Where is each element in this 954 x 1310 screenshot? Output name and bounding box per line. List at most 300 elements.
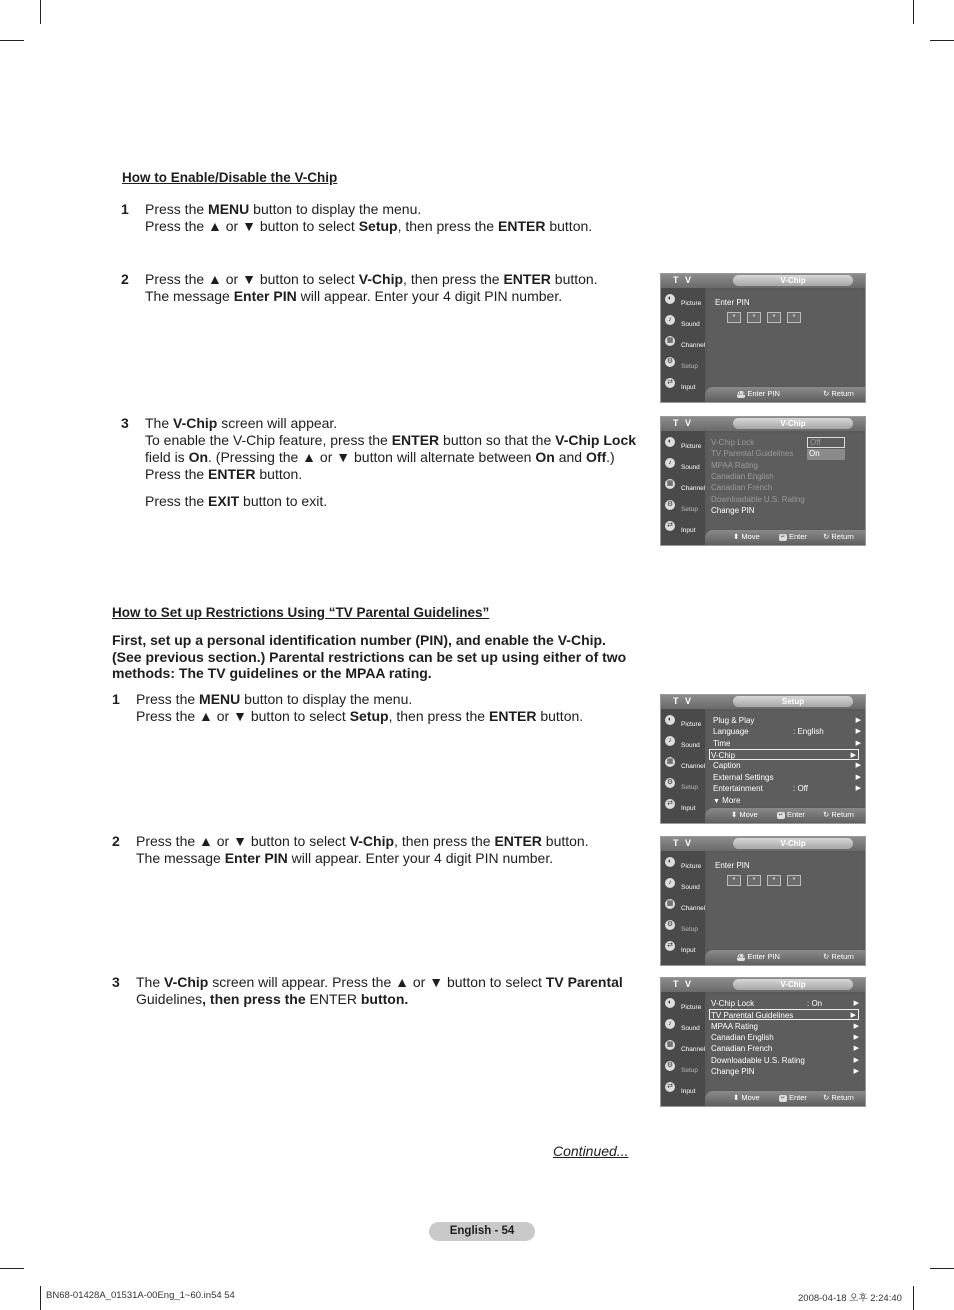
step-line bbox=[145, 201, 645, 218]
number-keys-icon: 0..9 bbox=[737, 391, 746, 397]
sound-icon: ♪ bbox=[665, 736, 675, 746]
osd-vchip-lock-screen bbox=[660, 416, 866, 546]
osd-side-menu bbox=[661, 992, 705, 1107]
pin-digit: * bbox=[787, 875, 801, 886]
bold-term: button. bbox=[356, 991, 409, 1007]
osd-row bbox=[713, 726, 863, 737]
return-icon: ↻ bbox=[823, 952, 830, 961]
crop-mark bbox=[913, 1286, 914, 1310]
row-label: More bbox=[722, 796, 741, 805]
osd-row bbox=[711, 1066, 861, 1077]
osd-pin-prompt: Enter PIN bbox=[715, 298, 750, 307]
osd-row-selected bbox=[709, 749, 859, 760]
step-line bbox=[145, 432, 645, 449]
text-run: , then press the bbox=[397, 218, 498, 234]
hint-enter-pin bbox=[737, 952, 780, 961]
side-menu-label: Input bbox=[681, 947, 696, 954]
step-line bbox=[145, 218, 645, 235]
step-line bbox=[136, 974, 636, 991]
side-menu-item-sound bbox=[663, 734, 703, 754]
side-menu-item-input bbox=[663, 1080, 703, 1100]
osd-top-bar bbox=[661, 837, 865, 851]
arrow-right-icon: ▶ bbox=[853, 1045, 859, 1052]
row-label: MPAA Rating bbox=[711, 1022, 758, 1031]
bold-term: V-Chip bbox=[358, 271, 404, 287]
osd-top-bar bbox=[661, 274, 865, 288]
text-run: Press the ▲ or ▼ button to select bbox=[136, 833, 350, 849]
bold-term: On bbox=[188, 449, 209, 465]
crop-mark bbox=[40, 1286, 41, 1310]
step-text bbox=[136, 974, 636, 1008]
side-menu-item-setup bbox=[663, 918, 703, 938]
text-run: The message bbox=[145, 288, 234, 304]
side-menu-label: Picture bbox=[681, 721, 702, 728]
text-run: . (Pressing the ▲ or ▼ button will alternate between bbox=[208, 449, 536, 465]
side-menu-item-setup bbox=[663, 498, 703, 518]
osd-tv-label: T V bbox=[673, 979, 694, 989]
osd-title: V-Chip bbox=[733, 979, 853, 990]
row-value: : Off bbox=[793, 784, 808, 793]
row-label: Change PIN bbox=[711, 1067, 755, 1076]
side-menu-item-picture bbox=[663, 996, 703, 1016]
text-run: will appear. Enter your 4 digit PIN number. bbox=[296, 288, 563, 304]
osd-side-menu bbox=[661, 709, 705, 824]
crop-mark bbox=[0, 1268, 24, 1269]
hint-move-label: Move bbox=[739, 810, 758, 819]
step-line bbox=[145, 449, 645, 466]
hint-enter-label: Enter bbox=[787, 810, 805, 819]
text-run: screen will appear. bbox=[217, 415, 338, 431]
input-icon: ⇄ bbox=[665, 799, 675, 809]
setup-icon: ⚙ bbox=[666, 921, 674, 928]
bold-term: MENU bbox=[199, 691, 241, 707]
row-label: Canadian English bbox=[711, 1033, 774, 1042]
osd-row bbox=[713, 715, 863, 726]
text-run: , then press the bbox=[403, 271, 504, 287]
bold-term: , then press the bbox=[202, 991, 310, 1007]
osd-top-bar bbox=[661, 695, 865, 709]
bold-term: V-Chip bbox=[164, 974, 209, 990]
sound-icon: ♪ bbox=[665, 1019, 675, 1029]
osd-top-bar bbox=[661, 417, 865, 431]
row-label: Downloadable U.S. Rating bbox=[711, 1056, 805, 1065]
bold-term: Off bbox=[585, 449, 607, 465]
bold-term: V-Chip bbox=[349, 833, 395, 849]
hint-return bbox=[823, 532, 854, 541]
arrow-right-icon: ▶ bbox=[855, 774, 861, 781]
osd-row bbox=[713, 760, 863, 771]
arrow-right-icon: ▶ bbox=[853, 1023, 859, 1030]
crop-mark bbox=[913, 0, 914, 24]
side-menu-item-setup bbox=[663, 1059, 703, 1079]
osd-row: Canadian English bbox=[711, 472, 774, 481]
input-icon: ⇄ bbox=[665, 521, 675, 531]
picture-icon: ◐ bbox=[665, 998, 675, 1008]
picture-icon: ◐ bbox=[665, 715, 675, 725]
text-run: To enable the V-Chip feature, press the bbox=[145, 432, 392, 448]
hint-return bbox=[823, 1093, 854, 1102]
osd-row-selected bbox=[709, 1009, 859, 1020]
number-keys-icon: 0..9 bbox=[737, 954, 746, 960]
setup-icon: ⚙ bbox=[666, 501, 674, 508]
text-run: Press the bbox=[145, 201, 209, 217]
text-run: button to display the menu. bbox=[249, 201, 422, 217]
move-arrows-icon: ⬍ bbox=[731, 810, 738, 819]
row-label: TV Parental Guidelines bbox=[711, 1011, 794, 1020]
arrow-right-icon: ▶ bbox=[855, 762, 861, 769]
text-run: button. bbox=[255, 466, 303, 482]
row-label: Caption bbox=[713, 761, 741, 770]
crop-mark bbox=[0, 40, 24, 41]
side-menu-item-setup bbox=[663, 355, 703, 375]
text-run: Guidelines bbox=[136, 991, 203, 1007]
hint-move-label: Move bbox=[741, 1093, 760, 1102]
footer-timestamp: 2008-04-18 오후 2:24:40 bbox=[798, 1293, 902, 1304]
osd-side-menu bbox=[661, 851, 705, 966]
arrow-right-icon: ▶ bbox=[853, 1034, 859, 1041]
picture-icon: ◐ bbox=[665, 294, 675, 304]
osd-row: MPAA Rating bbox=[711, 461, 758, 470]
chevron-down-icon: ▼ bbox=[713, 798, 720, 805]
text-run: button. bbox=[545, 218, 593, 234]
hint-move-label: Move bbox=[741, 532, 760, 541]
osd-pin-screen-2 bbox=[660, 836, 866, 966]
side-menu-item-channel bbox=[663, 897, 706, 917]
osd-side-menu bbox=[661, 288, 705, 403]
hint-enter-pin bbox=[737, 389, 780, 398]
osd-top-bar bbox=[661, 978, 865, 992]
text-run: button. bbox=[536, 708, 584, 724]
side-menu-label: Channel bbox=[681, 342, 706, 349]
hint-enter bbox=[777, 810, 805, 819]
step-line bbox=[136, 991, 636, 1008]
hint-move bbox=[733, 532, 760, 541]
side-menu-item-setup bbox=[663, 776, 703, 796]
hint-enter-label: Enter bbox=[789, 532, 807, 541]
step-line bbox=[145, 493, 645, 510]
step-text bbox=[145, 201, 645, 235]
side-menu-label: Setup bbox=[681, 506, 698, 513]
osd-tv-label: T V bbox=[673, 275, 694, 285]
text-run: Press the ▲ or ▼ button to select bbox=[145, 271, 359, 287]
hint-return bbox=[823, 810, 854, 819]
osd-row bbox=[711, 1021, 861, 1032]
hint-enter-label: Enter bbox=[789, 1093, 807, 1102]
side-menu-label: Picture bbox=[681, 863, 702, 870]
osd-tv-label: T V bbox=[673, 838, 694, 848]
channel-icon: ▦ bbox=[666, 900, 674, 907]
pin-digit: * bbox=[747, 312, 761, 323]
side-menu-label: Channel bbox=[681, 485, 706, 492]
crop-mark bbox=[930, 1268, 954, 1269]
enter-key-icon: ↵ bbox=[778, 812, 784, 818]
text-run: ENTER bbox=[309, 991, 357, 1007]
side-menu-item-sound bbox=[663, 1017, 703, 1037]
osd-title: V-Chip bbox=[733, 838, 853, 849]
hint-move bbox=[733, 1093, 760, 1102]
text-run: , then press the bbox=[394, 833, 495, 849]
side-menu-label: Sound bbox=[681, 1025, 700, 1032]
arrow-right-icon: ▶ bbox=[850, 752, 856, 759]
row-label: External Settings bbox=[713, 773, 774, 782]
text-run: Press the ▲ or ▼ button to select bbox=[145, 218, 359, 234]
osd-row bbox=[711, 1043, 861, 1054]
row-label: Time bbox=[713, 739, 731, 748]
osd-tv-label: T V bbox=[673, 418, 694, 428]
bold-term: Enter PIN bbox=[224, 850, 288, 866]
text-run: will appear. Enter your 4 digit PIN number. bbox=[287, 850, 554, 866]
hint-return-label: Return bbox=[831, 1093, 854, 1102]
bold-term: Setup bbox=[349, 708, 389, 724]
arrow-right-icon: ▶ bbox=[855, 740, 861, 747]
side-menu-item-sound bbox=[663, 876, 703, 896]
arrow-right-icon: ▶ bbox=[853, 1068, 859, 1075]
side-menu-label: Sound bbox=[681, 742, 700, 749]
bold-term: MENU bbox=[208, 201, 250, 217]
side-menu-item-picture bbox=[663, 435, 703, 455]
row-label: V-Chip Lock bbox=[711, 999, 755, 1008]
text-run: field is bbox=[145, 449, 189, 465]
side-menu-item-picture bbox=[663, 713, 703, 733]
crop-mark bbox=[930, 40, 954, 41]
side-menu-label: Picture bbox=[681, 300, 702, 307]
bold-term: ENTER bbox=[494, 833, 542, 849]
text-run: .) bbox=[606, 449, 615, 465]
pin-digit: * bbox=[747, 875, 761, 886]
return-icon: ↻ bbox=[823, 532, 830, 541]
side-menu-label: Picture bbox=[681, 1004, 702, 1011]
side-menu-label: Channel bbox=[681, 1046, 706, 1053]
osd-hint-bar bbox=[705, 530, 865, 545]
channel-icon: ▦ bbox=[666, 1041, 674, 1048]
text-run: Press the bbox=[136, 691, 200, 707]
side-menu-label: Sound bbox=[681, 321, 700, 328]
osd-row: Downloadable U.S. Rating bbox=[711, 495, 805, 504]
arrow-right-icon: ▶ bbox=[855, 785, 861, 792]
pin-digit: * bbox=[727, 875, 741, 886]
osd-title: V-Chip bbox=[733, 418, 853, 429]
bold-term: Enter PIN bbox=[233, 288, 297, 304]
step-number: 3 bbox=[121, 415, 129, 431]
side-menu-item-input bbox=[663, 797, 703, 817]
setup-icon: ⚙ bbox=[666, 1062, 674, 1069]
pin-digit: * bbox=[727, 312, 741, 323]
bold-term: Setup bbox=[358, 218, 398, 234]
step-number: 1 bbox=[112, 691, 120, 707]
step-line bbox=[145, 288, 645, 305]
text-run: and bbox=[554, 449, 586, 465]
bold-term: ENTER bbox=[503, 271, 551, 287]
bold-term: ENTER bbox=[498, 218, 546, 234]
move-arrows-icon: ⬍ bbox=[733, 1093, 740, 1102]
side-menu-label: Channel bbox=[681, 763, 706, 770]
side-menu-label: Setup bbox=[681, 784, 698, 791]
osd-row: V-Chip Lock bbox=[711, 438, 755, 447]
text-run: , then press the bbox=[388, 708, 489, 724]
osd-row bbox=[713, 772, 863, 783]
row-label: V-Chip bbox=[711, 751, 736, 760]
osd-tv-label: T V bbox=[673, 696, 694, 706]
step-number: 3 bbox=[112, 974, 120, 990]
input-icon: ⇄ bbox=[665, 941, 675, 951]
hint-return bbox=[823, 952, 854, 961]
osd-row bbox=[713, 738, 863, 749]
channel-icon: ▦ bbox=[666, 758, 674, 765]
setup-icon: ⚙ bbox=[666, 358, 674, 365]
step-text bbox=[145, 271, 645, 305]
side-menu-item-channel bbox=[663, 477, 706, 497]
lock-option-off: Off bbox=[807, 437, 845, 448]
hint-enter-pin-label: Enter PIN bbox=[747, 952, 780, 961]
step-number: 2 bbox=[112, 833, 120, 849]
side-menu-item-channel bbox=[663, 334, 706, 354]
step-number: 1 bbox=[121, 201, 129, 217]
side-menu-label: Input bbox=[681, 384, 696, 391]
arrow-right-icon: ▶ bbox=[853, 1000, 859, 1007]
text-run: Press the ▲ or ▼ button to select bbox=[136, 708, 350, 724]
text-run: button to exit. bbox=[239, 493, 328, 509]
osd-row: Canadian French bbox=[711, 483, 773, 492]
step-line bbox=[136, 708, 636, 725]
picture-icon: ◐ bbox=[665, 857, 675, 867]
step-line bbox=[136, 850, 636, 867]
side-menu-item-picture bbox=[663, 292, 703, 312]
bold-term: On bbox=[535, 449, 555, 465]
page-number-badge: English - 54 bbox=[429, 1222, 535, 1241]
row-value: : On bbox=[807, 999, 823, 1008]
side-menu-label: Setup bbox=[681, 1067, 698, 1074]
return-icon: ↻ bbox=[823, 1093, 830, 1102]
step-line bbox=[136, 691, 636, 708]
hint-return-label: Return bbox=[831, 389, 854, 398]
side-menu-item-sound bbox=[663, 313, 703, 333]
return-icon: ↻ bbox=[823, 810, 830, 819]
side-menu-item-picture bbox=[663, 855, 703, 875]
move-arrows-icon: ⬍ bbox=[733, 532, 740, 541]
side-menu-label: Channel bbox=[681, 905, 706, 912]
section2-intro: First, set up a personal identification number (PIN), and enable the V-Chip. (See previous section.) Parental restrictions can be set up using either of two methods: The TV guidelines or the MPAA rating. bbox=[112, 632, 627, 681]
text-run: Press the bbox=[145, 466, 209, 482]
row-label: Language bbox=[713, 727, 749, 736]
row-value: : English bbox=[793, 727, 824, 736]
osd-row: TV Parental Guidelines bbox=[711, 449, 794, 458]
channel-icon: ▦ bbox=[666, 480, 674, 487]
side-menu-item-input bbox=[663, 519, 703, 539]
osd-vchip-menu-screen bbox=[660, 977, 866, 1107]
bold-term: V-Chip Lock bbox=[555, 432, 637, 448]
bold-term: ENTER bbox=[391, 432, 440, 448]
hint-enter bbox=[779, 532, 807, 541]
side-menu-label: Setup bbox=[681, 926, 698, 933]
step-text bbox=[136, 833, 636, 867]
continued-note: Continued... bbox=[553, 1143, 629, 1159]
arrow-right-icon: ▶ bbox=[855, 717, 861, 724]
pin-digit: * bbox=[767, 875, 781, 886]
side-menu-label: Sound bbox=[681, 464, 700, 471]
pin-digit: * bbox=[787, 312, 801, 323]
text-run: button. bbox=[550, 271, 598, 287]
osd-row bbox=[711, 998, 861, 1009]
osd-row-more bbox=[713, 795, 863, 806]
osd-row bbox=[711, 1055, 861, 1066]
side-menu-label: Setup bbox=[681, 363, 698, 370]
sound-icon: ♪ bbox=[665, 458, 675, 468]
row-label: Entertainment bbox=[713, 784, 763, 793]
osd-title: Setup bbox=[733, 696, 853, 707]
step-line bbox=[145, 415, 645, 432]
setup-icon: ⚙ bbox=[666, 779, 674, 786]
sound-icon: ♪ bbox=[665, 878, 675, 888]
text-run: The bbox=[145, 415, 174, 431]
side-menu-label: Input bbox=[681, 1088, 696, 1095]
side-menu-item-channel bbox=[663, 755, 706, 775]
crop-mark bbox=[40, 0, 41, 24]
input-icon: ⇄ bbox=[665, 378, 675, 388]
hint-enter bbox=[779, 1093, 807, 1102]
step-line bbox=[136, 833, 636, 850]
row-label: Plug & Play bbox=[713, 716, 755, 725]
arrow-right-icon: ▶ bbox=[853, 1057, 859, 1064]
text-run: The message bbox=[136, 850, 225, 866]
text-run: button. bbox=[541, 833, 589, 849]
row-label: Canadian French bbox=[711, 1044, 773, 1053]
bold-term: ENTER bbox=[208, 466, 256, 482]
side-menu-label: Input bbox=[681, 805, 696, 812]
lock-option-on: On bbox=[807, 449, 845, 460]
osd-row bbox=[713, 783, 863, 794]
osd-hint-bar bbox=[705, 387, 865, 402]
side-menu-item-input bbox=[663, 376, 703, 396]
osd-hint-bar bbox=[705, 808, 865, 823]
osd-side-menu bbox=[661, 431, 705, 546]
osd-row bbox=[711, 1032, 861, 1043]
bold-term: ENTER bbox=[489, 708, 537, 724]
hint-enter-pin-label: Enter PIN bbox=[747, 389, 780, 398]
bold-term: V-Chip bbox=[173, 415, 218, 431]
text-run: button to display the menu. bbox=[240, 691, 413, 707]
side-menu-label: Sound bbox=[681, 884, 700, 891]
side-menu-item-sound bbox=[663, 456, 703, 476]
osd-pin-prompt: Enter PIN bbox=[715, 861, 750, 870]
text-run: button so that the bbox=[439, 432, 556, 448]
hint-return-label: Return bbox=[831, 532, 854, 541]
bold-term: TV Parental bbox=[545, 974, 623, 990]
text-run: screen will appear. Press the ▲ or ▼ button to select bbox=[208, 974, 546, 990]
text-run: The bbox=[136, 974, 165, 990]
side-menu-label: Picture bbox=[681, 443, 702, 450]
osd-setup-screen bbox=[660, 694, 866, 824]
return-icon: ↻ bbox=[823, 389, 830, 398]
section2-heading: How to Set up Restrictions Using “TV Parental Guidelines” bbox=[112, 605, 490, 620]
footer-file-info: BN68-01428A_01531A-00Eng_1~60.in54 54 bbox=[46, 1290, 235, 1301]
step-line bbox=[145, 466, 645, 483]
osd-title: V-Chip bbox=[733, 275, 853, 286]
section1-heading: How to Enable/Disable the V-Chip bbox=[122, 170, 338, 185]
hint-return bbox=[823, 389, 854, 398]
step-line bbox=[145, 271, 645, 288]
step-text bbox=[145, 415, 645, 510]
enter-key-icon: ↵ bbox=[780, 534, 786, 540]
step-number: 2 bbox=[121, 271, 129, 287]
hint-return-label: Return bbox=[831, 810, 854, 819]
arrow-right-icon: ▶ bbox=[850, 1012, 856, 1019]
osd-hint-bar bbox=[705, 950, 865, 965]
arrow-right-icon: ▶ bbox=[855, 728, 861, 735]
pin-digit: * bbox=[767, 312, 781, 323]
osd-row: Change PIN bbox=[711, 506, 755, 515]
text-run: Press the bbox=[145, 493, 209, 509]
osd-pin-screen-1 bbox=[660, 273, 866, 403]
